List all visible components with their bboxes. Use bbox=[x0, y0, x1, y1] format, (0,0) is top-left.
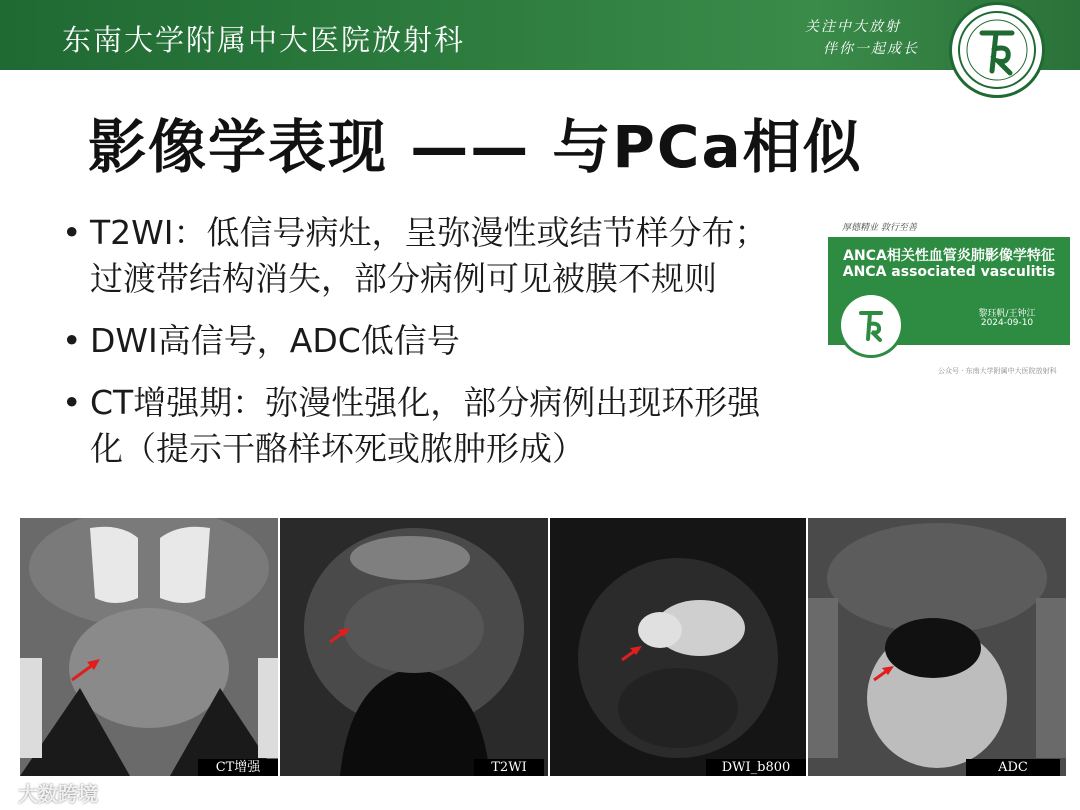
image-label-adc: ADC bbox=[966, 759, 1060, 776]
card-date: 2024-09-10 bbox=[980, 318, 1034, 328]
image-label-ct: CT增强 bbox=[198, 759, 278, 776]
bullet-line: 化（提示干酪样坏死或脓肿形成） bbox=[90, 429, 585, 468]
watermark: 大数跨境 bbox=[18, 782, 98, 806]
slogan bbox=[805, 16, 919, 60]
bullet-line: 过渡带结构消失，部分病例可见被膜不规则 bbox=[90, 259, 717, 298]
card-title-cn: ANCA相关性血管炎肺影像学特征 bbox=[843, 248, 1055, 264]
bullet-line: T2WI：低信号病灶，呈弥漫性或结节样分布； bbox=[90, 213, 768, 252]
hospital-logo bbox=[952, 5, 1042, 95]
card-logo bbox=[841, 295, 901, 355]
image-ct-enhanced bbox=[20, 518, 278, 776]
adc-image bbox=[808, 518, 1066, 776]
bullet-line: DWI高信号，ADC低信号 bbox=[90, 321, 460, 360]
dwi-image bbox=[550, 518, 806, 776]
bullet-list bbox=[62, 210, 832, 488]
t2wi-image bbox=[280, 518, 548, 776]
article-thumbnail[interactable] bbox=[828, 212, 1070, 382]
image-adc bbox=[808, 518, 1066, 776]
bullet-t2wi: • T2WI：低信号病灶，呈弥漫性或结节样分布； 过渡带结构消失，部分病例可见被膜不规则 bbox=[62, 210, 832, 302]
image-label-dwi: DWI_b800 bbox=[706, 759, 806, 776]
bullet-dwi: • DWI高信号，ADC低信号 bbox=[62, 318, 832, 364]
bullet-line: CT增强期：弥漫性强化，部分病例出现环形强 bbox=[90, 383, 761, 422]
bullet-ct: • CT增强期：弥漫性强化，部分病例出现环形强 化（提示干酪样坏死或脓肿形成） bbox=[62, 380, 832, 472]
card-motto: 厚德精业 敦行至善 bbox=[842, 223, 917, 233]
ct-scan-image bbox=[20, 518, 278, 776]
card-author: 黎珏帆/王钟江 bbox=[978, 309, 1036, 319]
slogan-line-1: 关注中大放射 bbox=[805, 19, 901, 35]
image-label-t2wi: T2WI bbox=[474, 759, 544, 776]
card-wechat-source: 公众号 · 东南大学附属中大医院放射科 bbox=[938, 367, 1057, 375]
hospital-name: 东南大学附属中大医院放射科 bbox=[62, 23, 466, 57]
slide-title: 影像学表现 —— 与PCa相似 bbox=[88, 113, 863, 181]
card-title-en: ANCA associated vasculitis bbox=[842, 264, 1056, 280]
slogan-line-2: 伴你一起成长 bbox=[823, 41, 919, 57]
header-banner bbox=[0, 0, 1080, 70]
image-dwi bbox=[550, 518, 806, 776]
image-t2wi bbox=[280, 518, 548, 776]
